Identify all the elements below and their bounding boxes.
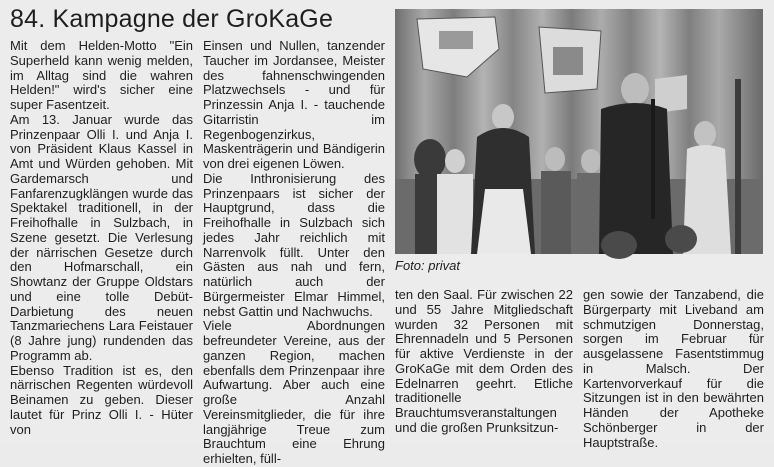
photo-caption: Foto: privat bbox=[395, 258, 461, 273]
article-column-1 bbox=[10, 39, 193, 439]
paragraph-nicknames: Ebenso Tradition ist es, den närrischen Regenten würdevoll Beinamen zu geben. Dieser lautet für Prinz Olli I. - Hüter von bbox=[10, 362, 193, 437]
article-column-3 bbox=[395, 288, 573, 438]
paragraph-nicknames-cont: Einsen und Nullen, tanzender Taucher im Jordansee, Meister des fahnenschwingenden Platzwechsels - und für Prinzessin Anja I. - tauchende Gitarristin im Regenbogenzirkus, Maskenträgerin und Bändigerin von drei eigenen Löwen. bbox=[203, 38, 385, 171]
paragraph-delegations: Viele Abordnungen befreundeter Vereine, aus der ganzen Region, machen ebenfalls dem Prinzenpaar ihre Aufwartung. Aber auch eine große Anzahl Vereinsmitglieder, die für ihre langjährige Treue zum Brauchtum eine Ehrung erhielten, füll- bbox=[203, 318, 385, 466]
article-photo bbox=[395, 9, 763, 254]
article-column-4 bbox=[583, 287, 764, 450]
article-column-2 bbox=[203, 38, 385, 466]
paragraph-honors: ten den Saal. Für zwischen 22 und 55 Jahre Mitgliedschaft wurden 32 Personen mit Ehrennadeln und 5 Personen für aktive Verdienste in der GroKaGe mit dem Orden des Edelnarren geehrt. Etliche traditionelle Brauchtumsveranstaltungen und die großen Prunksitzun- bbox=[395, 287, 573, 435]
paragraph-guests: Die Inthronisierung des Prinzenpaars ist sicher der Hauptgrund, dass die Freihofhalle in Sulzbach sich jedes Jahr reichlich mit Narrenvolk füllt. Unter den Gästen aus nah und fern, natürlich auch der Bürgermeister Elmar Himmel, nebst Gattin und Nachwuchs. bbox=[203, 170, 385, 319]
paragraph-events: gen sowie der Tanzabend, die Bürgerparty mit Liveband am schmutzigen Donnerstag, sorgen im Februar für ausgelassene Fasentstimmug in Malsch. Der Kartenvorverkauf für die Sitzungen ist in den bewährten Händen der Apotheke Schönberger in der Hauptstraße. bbox=[583, 287, 764, 450]
article-title: 84. Kampagne der GroKaGe bbox=[10, 5, 334, 33]
paragraph-motto: Mit dem Helden-Motto "Ein Superheld kann wenig melden, im Alltag sind die wahren Helden!" wird's sicher eine super Fasentzeit. bbox=[10, 38, 193, 112]
carnival-stage-photo bbox=[395, 9, 763, 254]
paragraph-inauguration: Am 13. Januar wurde das Prinzenpaar Olli I. und Anja I. von Präsident Klaus Kassel in Amt und Würden gehoben. Mit Gardemarsch und Fanfarenzugklängen wurde das Spektakel traditionell, in der Freihofhalle in Sulzbach, in Szene gesetzt. Die Verlesung der närrischen Gesetze durch den Hofmarschall, ein Showtanz der Gruppe Oldstars und eine tolle Debüt-Darbietung des neuen Tanzmariechens Lara Feistauer (8 Jahre jung) rundenden das Programm ab. bbox=[10, 111, 193, 363]
